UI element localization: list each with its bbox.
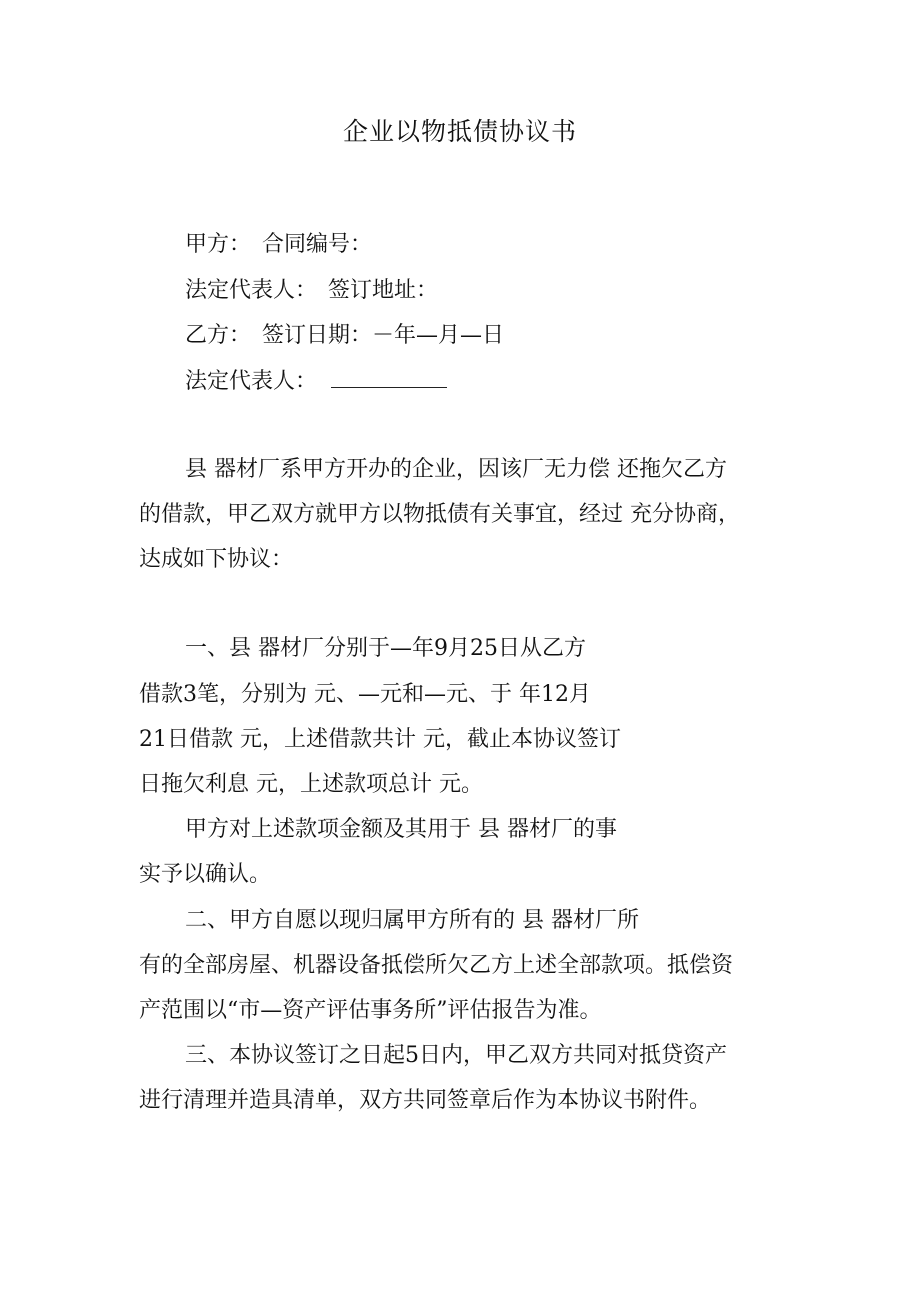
clause-line: 有的全部房屋、机器设备抵偿所欠乙方上述全部款项。抵偿资 (139, 953, 734, 978)
clause-line: 三、本协议签订之日起5日内，甲乙双方共同对抵贷资产 (185, 1043, 727, 1068)
header-representative-b (185, 367, 447, 397)
clause-line: 一、县 器材厂分别于—年9月25日从乙方 (185, 636, 586, 661)
document-title: 企业以物抵债协议书 (342, 117, 577, 146)
header-representative-a: 法定代表人： 签订地址： (185, 278, 439, 303)
header-party-a: 甲方： 合同编号： (185, 232, 373, 257)
intro-line: 达成如下协议： (139, 547, 294, 572)
clause-line: 甲方对上述款项金额及其用于 县 器材厂的事 (185, 817, 617, 842)
blank-line (331, 367, 447, 388)
header-party-b: 乙方： 签订日期：－年—月—日 (185, 323, 505, 348)
clause-line: 产范围以“市—资产评估事务所”评估报告为准。 (139, 998, 602, 1023)
intro-line: 县 器材厂系甲方开办的企业，因该厂无力偿 还拖欠乙方 (185, 457, 727, 482)
header-representative-b-label: 法定代表人： (185, 369, 318, 394)
clause-line: 借款3笔，分别为 元、—元和—元、于 年12月 (139, 682, 591, 707)
clause-line: 二、甲方自愿以现归属甲方所有的 县 器材厂所 (185, 908, 639, 933)
clause-line: 21日借款 元，上述借款共计 元，截止本协议签订 (139, 727, 621, 752)
clause-line: 日拖欠利息 元，上述款项总计 元。 (139, 772, 483, 797)
clause-line: 进行清理并造具清单，双方共同签章后作为本协议书附件。 (139, 1088, 712, 1113)
clause-line: 实予以确认。 (139, 862, 272, 887)
intro-line: 的借款，甲乙双方就甲方以物抵债有关事宜，经过 充分协商， (139, 502, 740, 527)
